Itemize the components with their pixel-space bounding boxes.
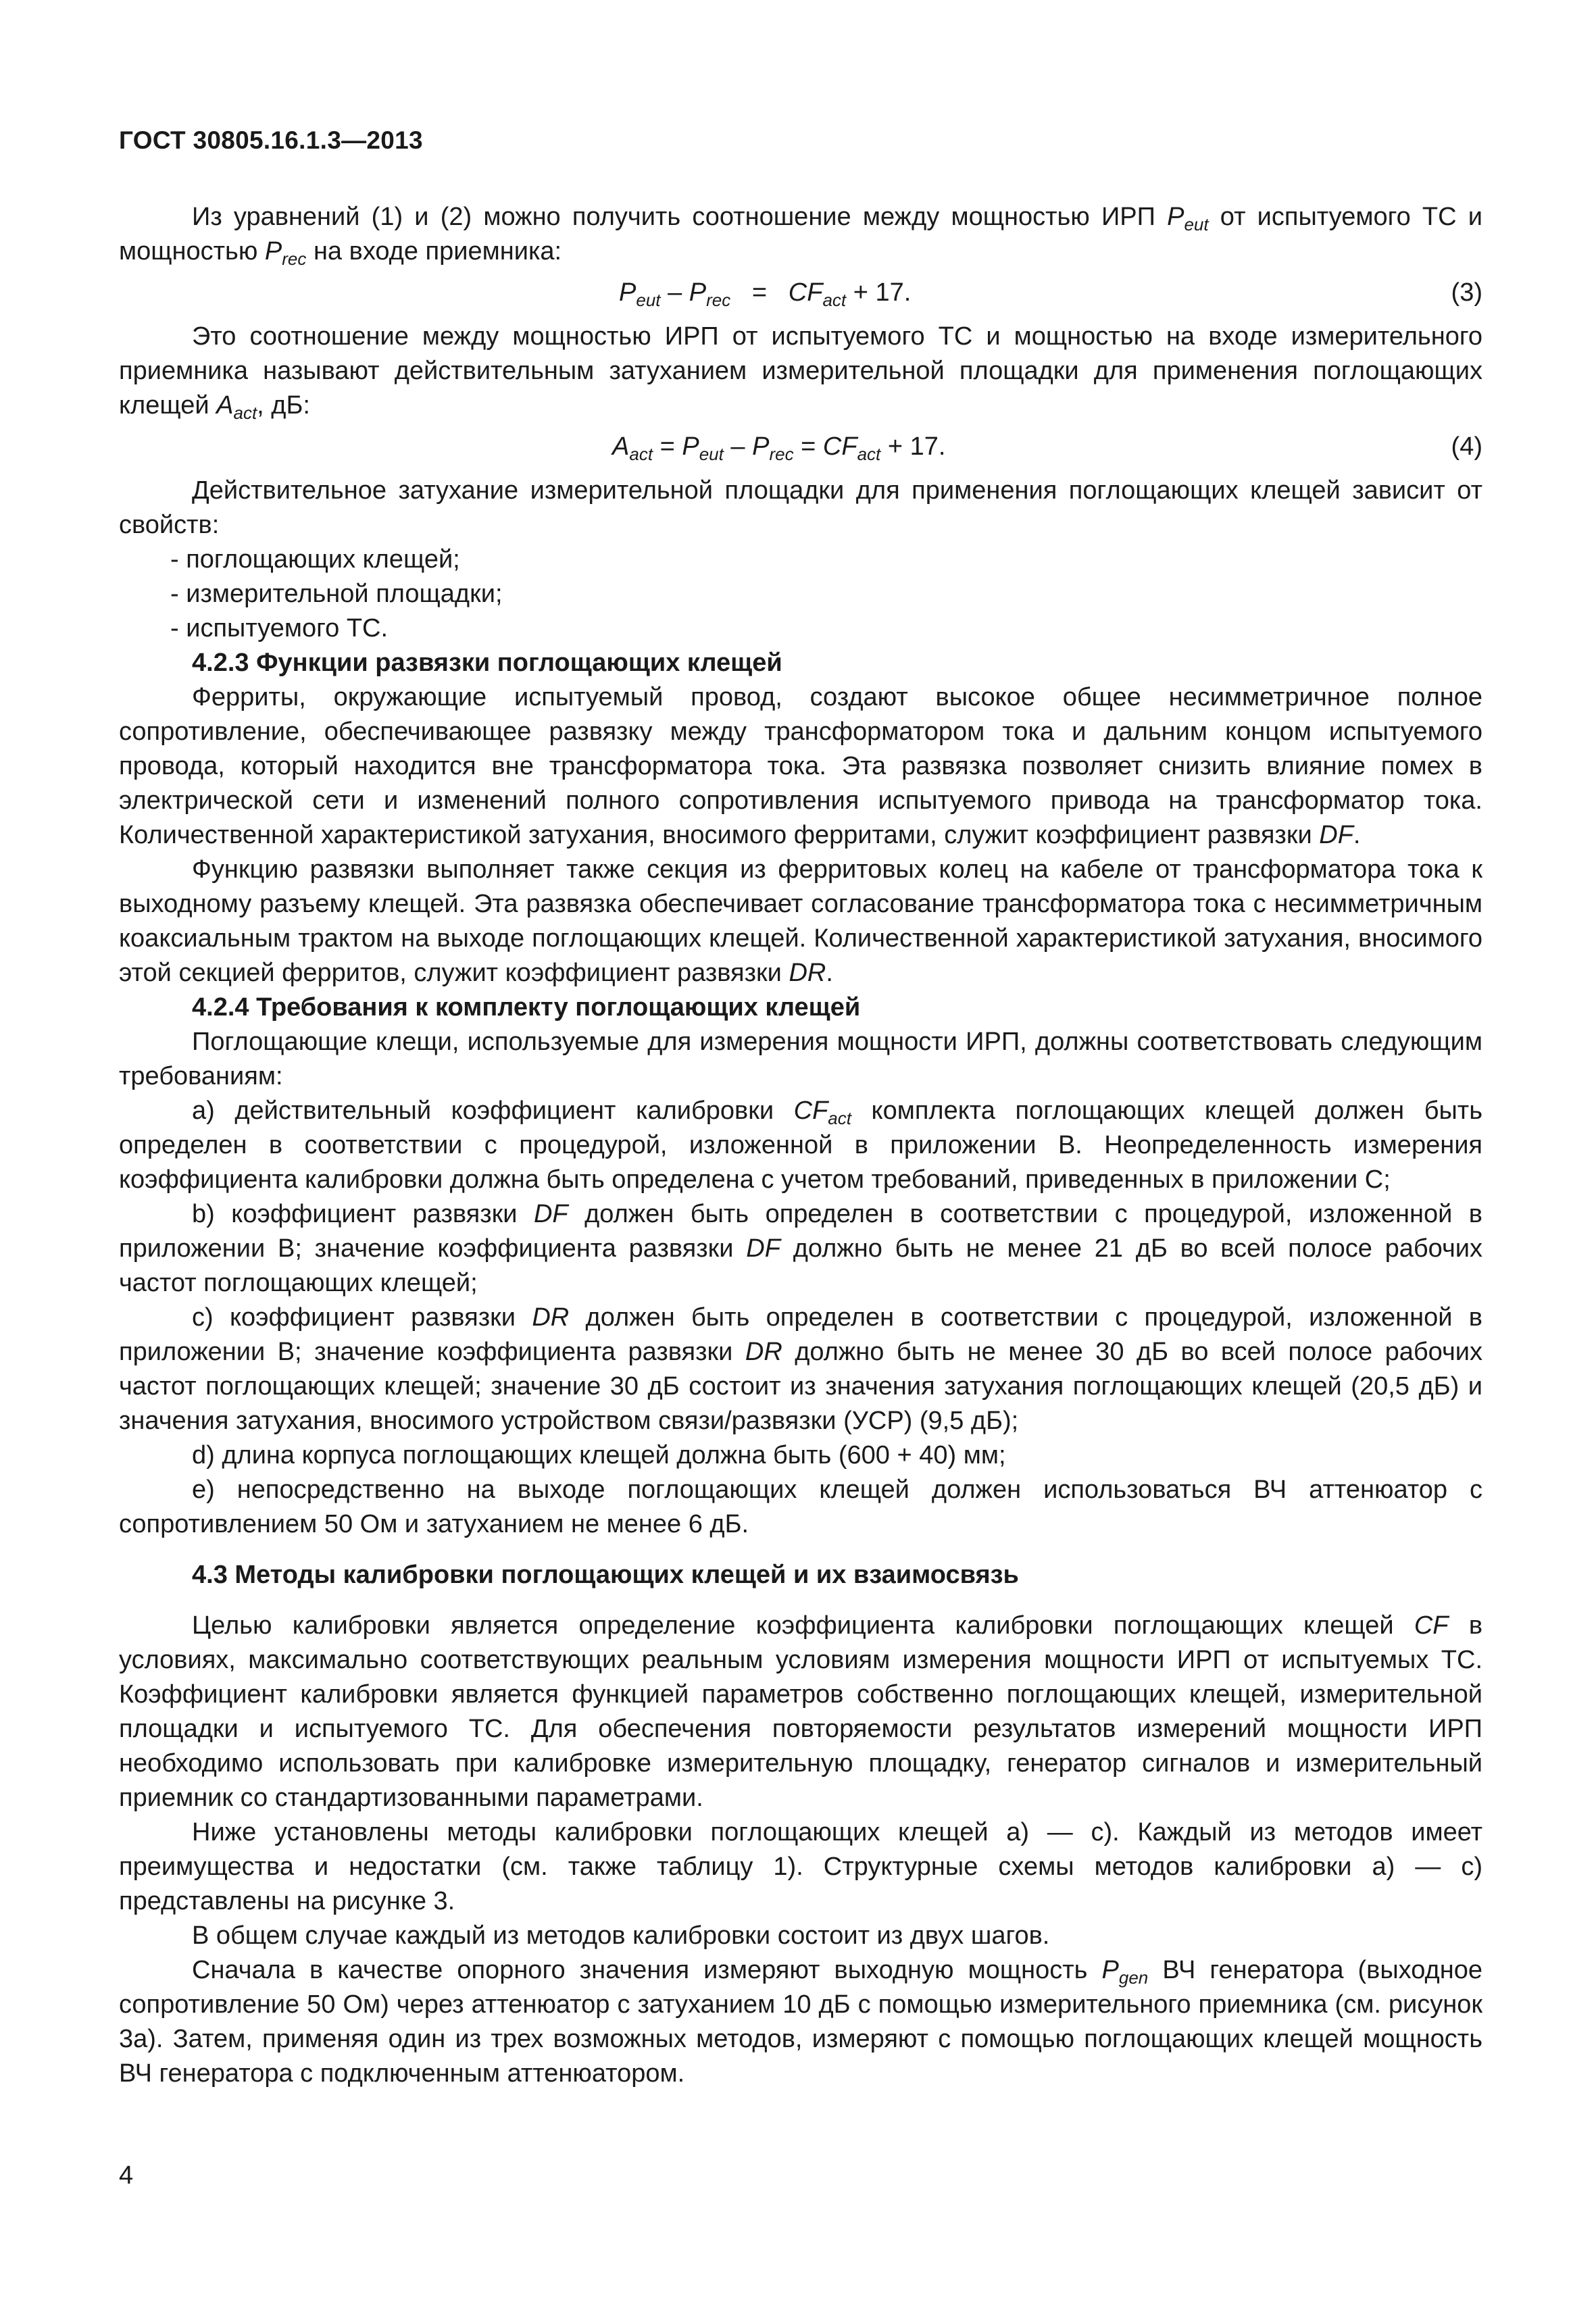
paragraph-4: Ферриты, окружающие испытуемый провод, создают высокое общее несимметричное полное сопротивление, обеспечивающее развязку между трансформатором тока и дальним концом испытуемого провода, который находится вне трансформатора тока. Эта развязка позволяет снизить влияние помех в электрической сети и изменений полного сопротивления испытуемого привода на трансформатор тока. Количественной характеристикой затухания, вносимого ферритами, служит коэффициент развязки DF. <box>119 683 1482 849</box>
equation-4 <box>119 430 1482 464</box>
document-body <box>119 200 1482 2091</box>
section-heading-4-3: 4.3 Методы калибровки поглощающих клещей и их взаимосвязь <box>192 1561 1019 1589</box>
equation-3-number: (3) <box>1451 278 1482 307</box>
equation-3 <box>119 276 1482 310</box>
paragraph-1: Из уравнений (1) и (2) можно получить соотношение между мощностью ИРП $P_{eut}$ от испытуемого ТС и мощностью $P_{rec}$ на входе приемника: <box>119 203 1482 269</box>
list-item: - испытуемого ТС. <box>170 614 389 643</box>
paragraph-3: Действительное затухание измерительной площадки для применения поглощающих клещей зависит от свойств: <box>119 476 1482 539</box>
paragraph-8: Ниже установлены методы калибровки поглощающих клещей а) — с). Каждый из методов имеет преимущества и недостатки (см. также таблицу 1). Структурные схемы методов калибровки а) — с) представлены на рисунке 3. <box>119 1818 1482 1915</box>
requirement-item-d: d) длина корпуса поглощающих клещей должна быть (600 + 40) мм; <box>192 1441 1006 1469</box>
equation-4-number: (4) <box>1451 432 1482 461</box>
paragraph-5: Функцию развязки выполняет также секция из ферритовых колец на кабеле от трансформатора тока к выходному разъему клещей. Эта развязка обеспечивает согласование трансформатора тока с несимметричным коаксиальным трактом на выходе поглощающих клещей. Количественной характеристикой затухания, вносимого этой секцией ферритов, служит коэффициент развязки DR. <box>119 855 1482 987</box>
requirement-item-b: b) коэффициент развязки DF должен быть определен в соответствии с процедурой, изложенной в приложении В; значение коэффициента развязки DF должно быть не менее 21 дБ во всей полосе рабочих частот поглощающих клещей; <box>119 1200 1483 1297</box>
paragraph-10: Сначала в качестве опорного значения измеряют выходную мощность $P_{gen}$ ВЧ генератора (выходное сопротивление 50 Ом) через аттенюатор с затуханием 10 дБ с помощью измерительного приемника (см. рисунок 3а). Затем, применяя один из трех возможных методов, измеряют с помощью поглощающих клещей мощность ВЧ генератора с подключенным аттенюатором. <box>119 1956 1482 2088</box>
list-item: - измерительной площадки; <box>170 580 503 608</box>
document-header: ГОСТ 30805.16.1.3—2013 <box>119 126 423 154</box>
equation-4-formula: $A_{act} = P_{eut} - P_{rec} = CF_{act} + 17$. <box>612 432 946 464</box>
paragraph-6: Поглощающие клещи, используемые для измерения мощности ИРП, должны соответствовать следующим требованиям: <box>119 1028 1482 1090</box>
section-heading-4-2-3: 4.2.3 Функции развязки поглощающих клещей <box>192 649 782 677</box>
list-item: - поглощающих клещей; <box>170 545 460 574</box>
requirement-item-e: е) непосредственно на выходе поглощающих клещей должен использоваться ВЧ аттенюатор с сопротивлением 50 Ом и затуханием не менее 6 дБ. <box>119 1476 1482 1538</box>
page-number: 4 <box>119 2161 134 2190</box>
equation-3-formula: $P_{eut} - P_{rec} = CF_{act} + 17$. <box>619 278 912 310</box>
requirement-item-a: а) действительный коэффициент калибровки $CF_{act}$ комплекта поглощающих клещей должен быть определен в соответствии с процедурой, изложенной в приложении В. Неопределенность измерения коэффициента калибровки должна быть определена с учетом требований, приведенных в приложении С; <box>119 1097 1482 1194</box>
section-heading-4-2-4: 4.2.4 Требования к комплекту поглощающих клещей <box>192 993 861 1022</box>
paragraph-2: Это соотношение между мощностью ИРП от испытуемого ТС и мощностью на входе измерительного приемника называют действительным затуханием измерительной площадки для применения поглощающих клещей $A_{act}$, дБ: <box>119 322 1482 423</box>
requirement-item-c: с) коэффициент развязки DR должен быть определен в соответствии с процедурой, изложенной в приложении В; значение коэффициента развязки DR должно быть не менее 30 дБ во всей полосе рабочих частот поглощающих клещей; значение 30 дБ состоит из значения затухания поглощающих клещей (20,5 дБ) и значения затухания, вносимого устройством связи/развязки (УСР) (9,5 дБ); <box>119 1303 1482 1435</box>
paragraph-7: Целью калибровки является определение коэффициента калибровки поглощающих клещей CF в условиях, максимально соответствующих реальным условиям измерения мощности ИРП от испытуемых ТС. Коэффициент калибровки является функцией параметров собственно поглощающих клещей, измерительной площадки и испытуемого ТС. Для обеспечения повторяемости результатов измерений мощности ИРП необходимо использовать при калибровке измерительную площадку, генератор сигналов и измерительный приемник со стандартизованными параметрами. <box>119 1611 1483 1812</box>
paragraph-9: В общем случае каждый из методов калибровки состоит из двух шагов. <box>192 1921 1050 1950</box>
